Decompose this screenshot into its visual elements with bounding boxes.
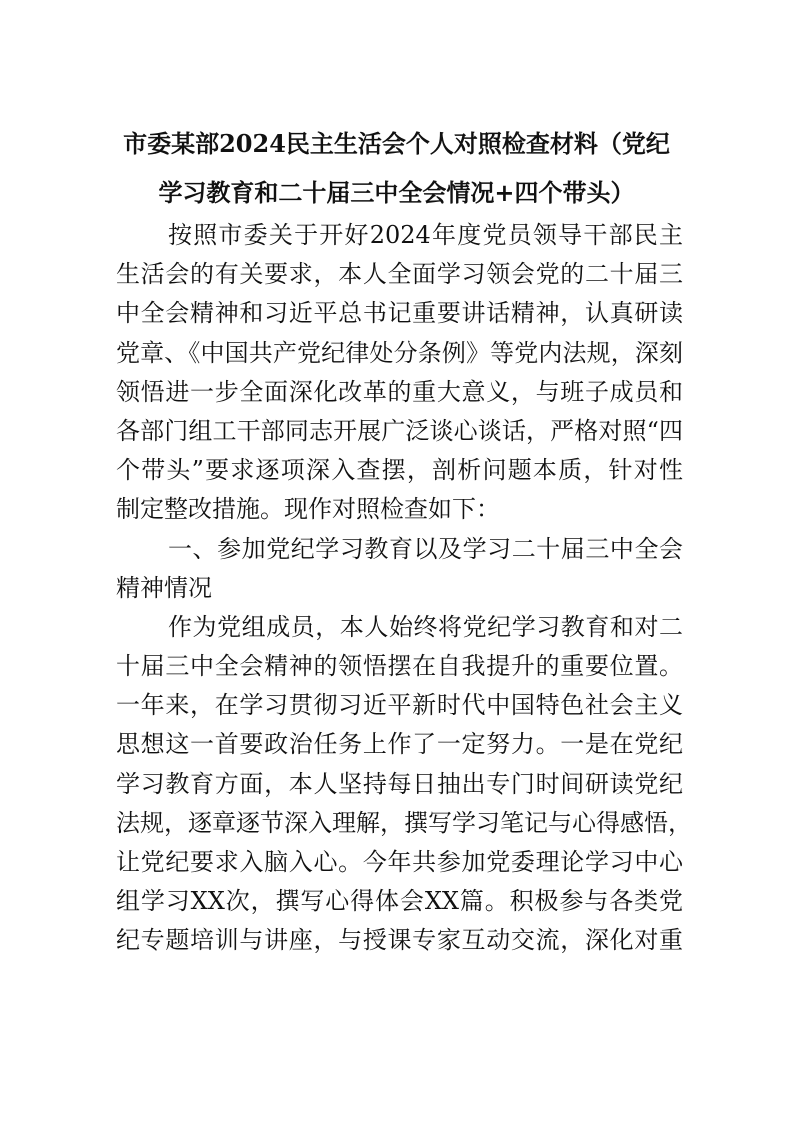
document-title xyxy=(100,119,693,217)
title-line: 市委某部2024民主生活会个人对照检查材料（党纪 xyxy=(123,129,670,158)
paragraph-line: 按照市委关于开好2024年度党员领导干部民主 xyxy=(168,221,683,249)
paragraph-line: 让党纪要求入脑入心。今年共参加党委理论学习中心 xyxy=(116,848,683,876)
paragraph-line: 个带头”要求逐项深入查摆，剖析问题本质，针对性 xyxy=(116,456,683,485)
document-body xyxy=(116,216,692,961)
paragraph-line: 组学习XX次，撰写心得体会XX篇。积极参与各类党 xyxy=(116,887,683,916)
section-heading-line: 精神情况 xyxy=(116,573,212,602)
paragraph-line: 纪专题培训与讲座，与授课专家互动交流，深化对重 xyxy=(116,926,683,955)
paragraph-line: 制定整改措施。现作对照检查如下： xyxy=(116,495,500,524)
paragraph-line: 党章、《中国共产党纪律处分条例》等党内法规，深刻 xyxy=(116,338,683,367)
paragraph-line: 中全会精神和习近平总书记重要讲话精神，认真研读 xyxy=(116,299,683,328)
paragraph-line: 十届三中全会精神的领悟摆在自我提升的重要位置。 xyxy=(116,652,683,681)
paragraph-line: 一年来，在学习贯彻习近平新时代中国特色社会主义 xyxy=(116,691,683,720)
paragraph-line: 领悟进一步全面深化改革的重大意义，与班子成员和 xyxy=(116,377,683,406)
section-heading-line: 一、参加党纪学习教育以及学习二十届三中全会 xyxy=(168,534,683,563)
paragraph-line: 作为党组成员，本人始终将党纪学习教育和对二 xyxy=(168,612,683,641)
paragraph-line: 思想这一首要政治任务上作了一定努力。一是在党纪 xyxy=(116,730,683,759)
paragraph-line: 各部门组工干部同志开展广泛谈心谈话，严格对照“四 xyxy=(116,416,683,445)
paragraph-line: 法规，逐章逐节深入理解，撰写学习笔记与心得感悟， xyxy=(116,808,692,837)
title-line: 学习教育和二十届三中全会情况+四个带头） xyxy=(158,178,635,207)
paragraph-line: 生活会的有关要求，本人全面学习领会党的二十届三 xyxy=(116,260,683,289)
paragraph-line: 学习教育方面，本人坚持每日抽出专门时间研读党纪 xyxy=(116,769,683,798)
